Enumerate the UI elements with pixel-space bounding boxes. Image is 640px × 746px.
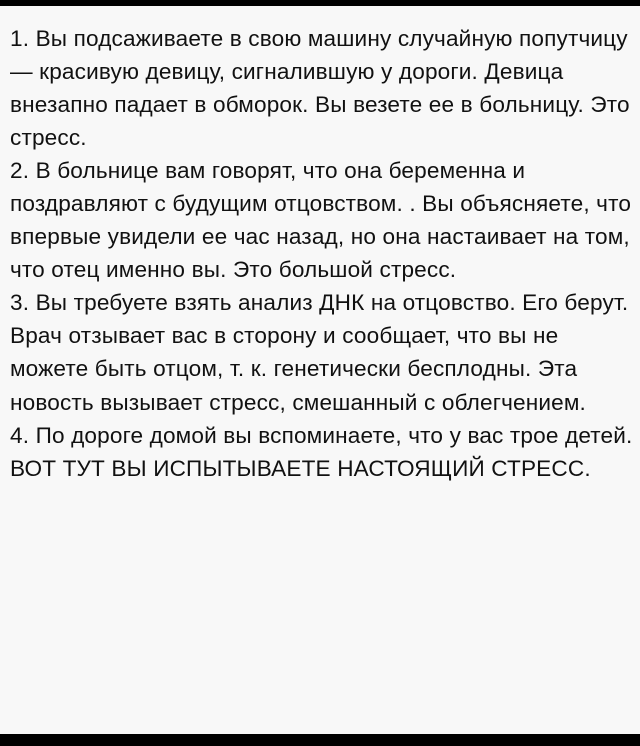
note-screen [0, 6, 640, 734]
paragraph-2: 2. В больнице вам говорят, что она беременна и поздравляют с будущим отцовством. . Вы объясняете, что впервые увидели ее час назад, но она настаивает на том, что отец именно вы. Это большой стресс. [10, 158, 632, 283]
paragraph-3: 3. Вы требуете взять анализ ДНК на отцовство. Его берут. Врач отзывает вас в сторону и сообщает, что вы не можете быть отцом, т. к. генетически бесплодны. Эта новость вызывает стресс, смешанный с облегчением. [10, 290, 629, 415]
note-text [10, 22, 635, 485]
paragraph-4: 4. По дороге домой вы вспоминаете, что у вас трое детей. ВОТ ТУТ ВЫ ИСПЫТЫВАЕТЕ НАСТОЯЩИЙ СТРЕСС. [10, 422, 633, 481]
paragraph-1: 1. Вы подсаживаете в свою машину случайную попутчицу — красивую девицу, сигналившую у дороги. Девица внезапно падает в обморок. Вы везете ее в больницу. Это стресс. [10, 26, 630, 151]
